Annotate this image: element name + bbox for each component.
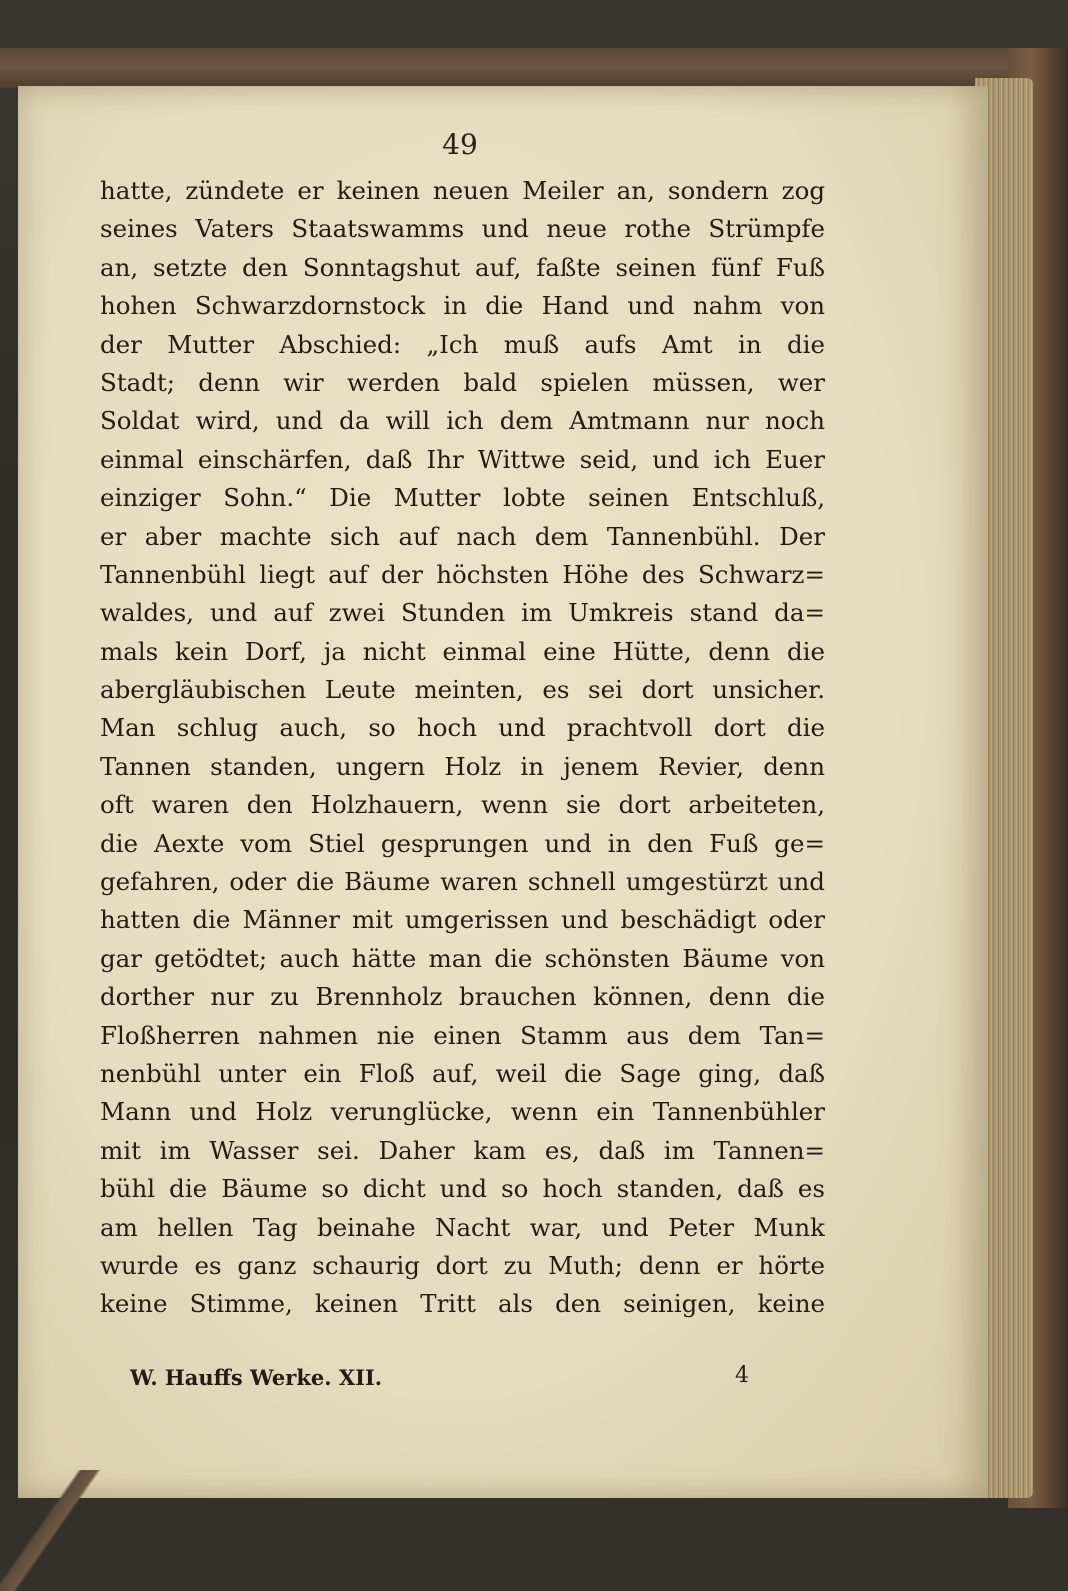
text-line: Stadt; denn wir werden bald spielen müssen, wer (100, 367, 825, 397)
text-line: hatte, zündete er keinen neuen Meiler an, sondern zog (100, 176, 825, 205)
text-line: mit im Wasser sei. Daher kam es, daß im Tannen= (100, 1135, 825, 1165)
text-line: keine Stimme, keinen Tritt als den seinigen, keine (100, 1289, 825, 1319)
text-line: Tannenbühl liegt auf der höchsten Höhe des Schwarz= (100, 559, 825, 589)
text-line: hohen Schwarzdornstock in die Hand und nahm von (100, 291, 825, 321)
text-line: waldes, und auf zwei Stunden im Umkreis stand da= (100, 598, 825, 628)
text-line: bühl die Bäume so dicht und so hoch standen, daß es (100, 1174, 825, 1204)
text-line: wurde es ganz schaurig dort zu Muth; denn er hörte (100, 1250, 825, 1280)
body-text (100, 172, 825, 1324)
text-line: am hellen Tag beinahe Nacht war, und Peter Munk (100, 1212, 825, 1242)
text-line: gar getödtet; auch hätte man die schönsten Bäume von (100, 943, 825, 973)
signature-mark: W. Hauffs Werke. XII. (130, 1365, 383, 1390)
text-line: der Mutter Abschied: „Ich muß aufs Amt in die (100, 329, 825, 359)
text-line: mals kein Dorf, ja nicht einmal eine Hütte, denn die (100, 636, 825, 666)
text-line: Tannen standen, ungern Holz in jenem Revier, denn (100, 751, 825, 781)
text-line: er aber machte sich auf nach dem Tannenbühl. Der (100, 521, 825, 551)
text-line: Floßherren nahmen nie einen Stamm aus dem Tan= (100, 1020, 825, 1050)
text-line: seines Vaters Staatswamms und neue rothe Strümpfe (100, 214, 825, 244)
text-line: Soldat wird, und da will ich dem Amtmann nur noch (100, 406, 825, 436)
bookmark-ribbon (0, 1470, 110, 1591)
text-line: Man schlug auch, so hoch und prachtvoll dort die (100, 713, 825, 743)
text-line: hatten die Männer mit umgerissen und beschädigt oder (100, 905, 825, 935)
text-line: oft waren den Holzhauern, wenn sie dort arbeiteten, (100, 790, 825, 820)
page-number: 49 (442, 128, 478, 161)
text-line: einziger Sohn.“ Die Mutter lobte seinen Entschluß, (100, 483, 825, 513)
text-line: abergläubischen Leute meinten, es sei dort unsicher. (100, 675, 825, 705)
text-line: dorther nur zu Brennholz brauchen können, denn die (100, 982, 825, 1012)
text-line: nenbühl unter ein Floß auf, weil die Sage ging, daß (100, 1058, 825, 1088)
book-cover-top (0, 48, 1068, 88)
text-line: an, setzte den Sonntagshut auf, faßte seinen fünf Fuß (100, 252, 825, 282)
text-line: Mann und Holz verunglücke, wenn ein Tannenbühler (100, 1097, 825, 1127)
text-line: einmal einschärfen, daß Ihr Wittwe seid, und ich Euer (100, 444, 825, 474)
text-line: gefahren, oder die Bäume waren schnell umgestürzt und (100, 867, 825, 897)
signature-number: 4 (735, 1363, 749, 1388)
text-line: die Aexte vom Stiel gesprungen und in den Fuß ge= (100, 828, 825, 858)
